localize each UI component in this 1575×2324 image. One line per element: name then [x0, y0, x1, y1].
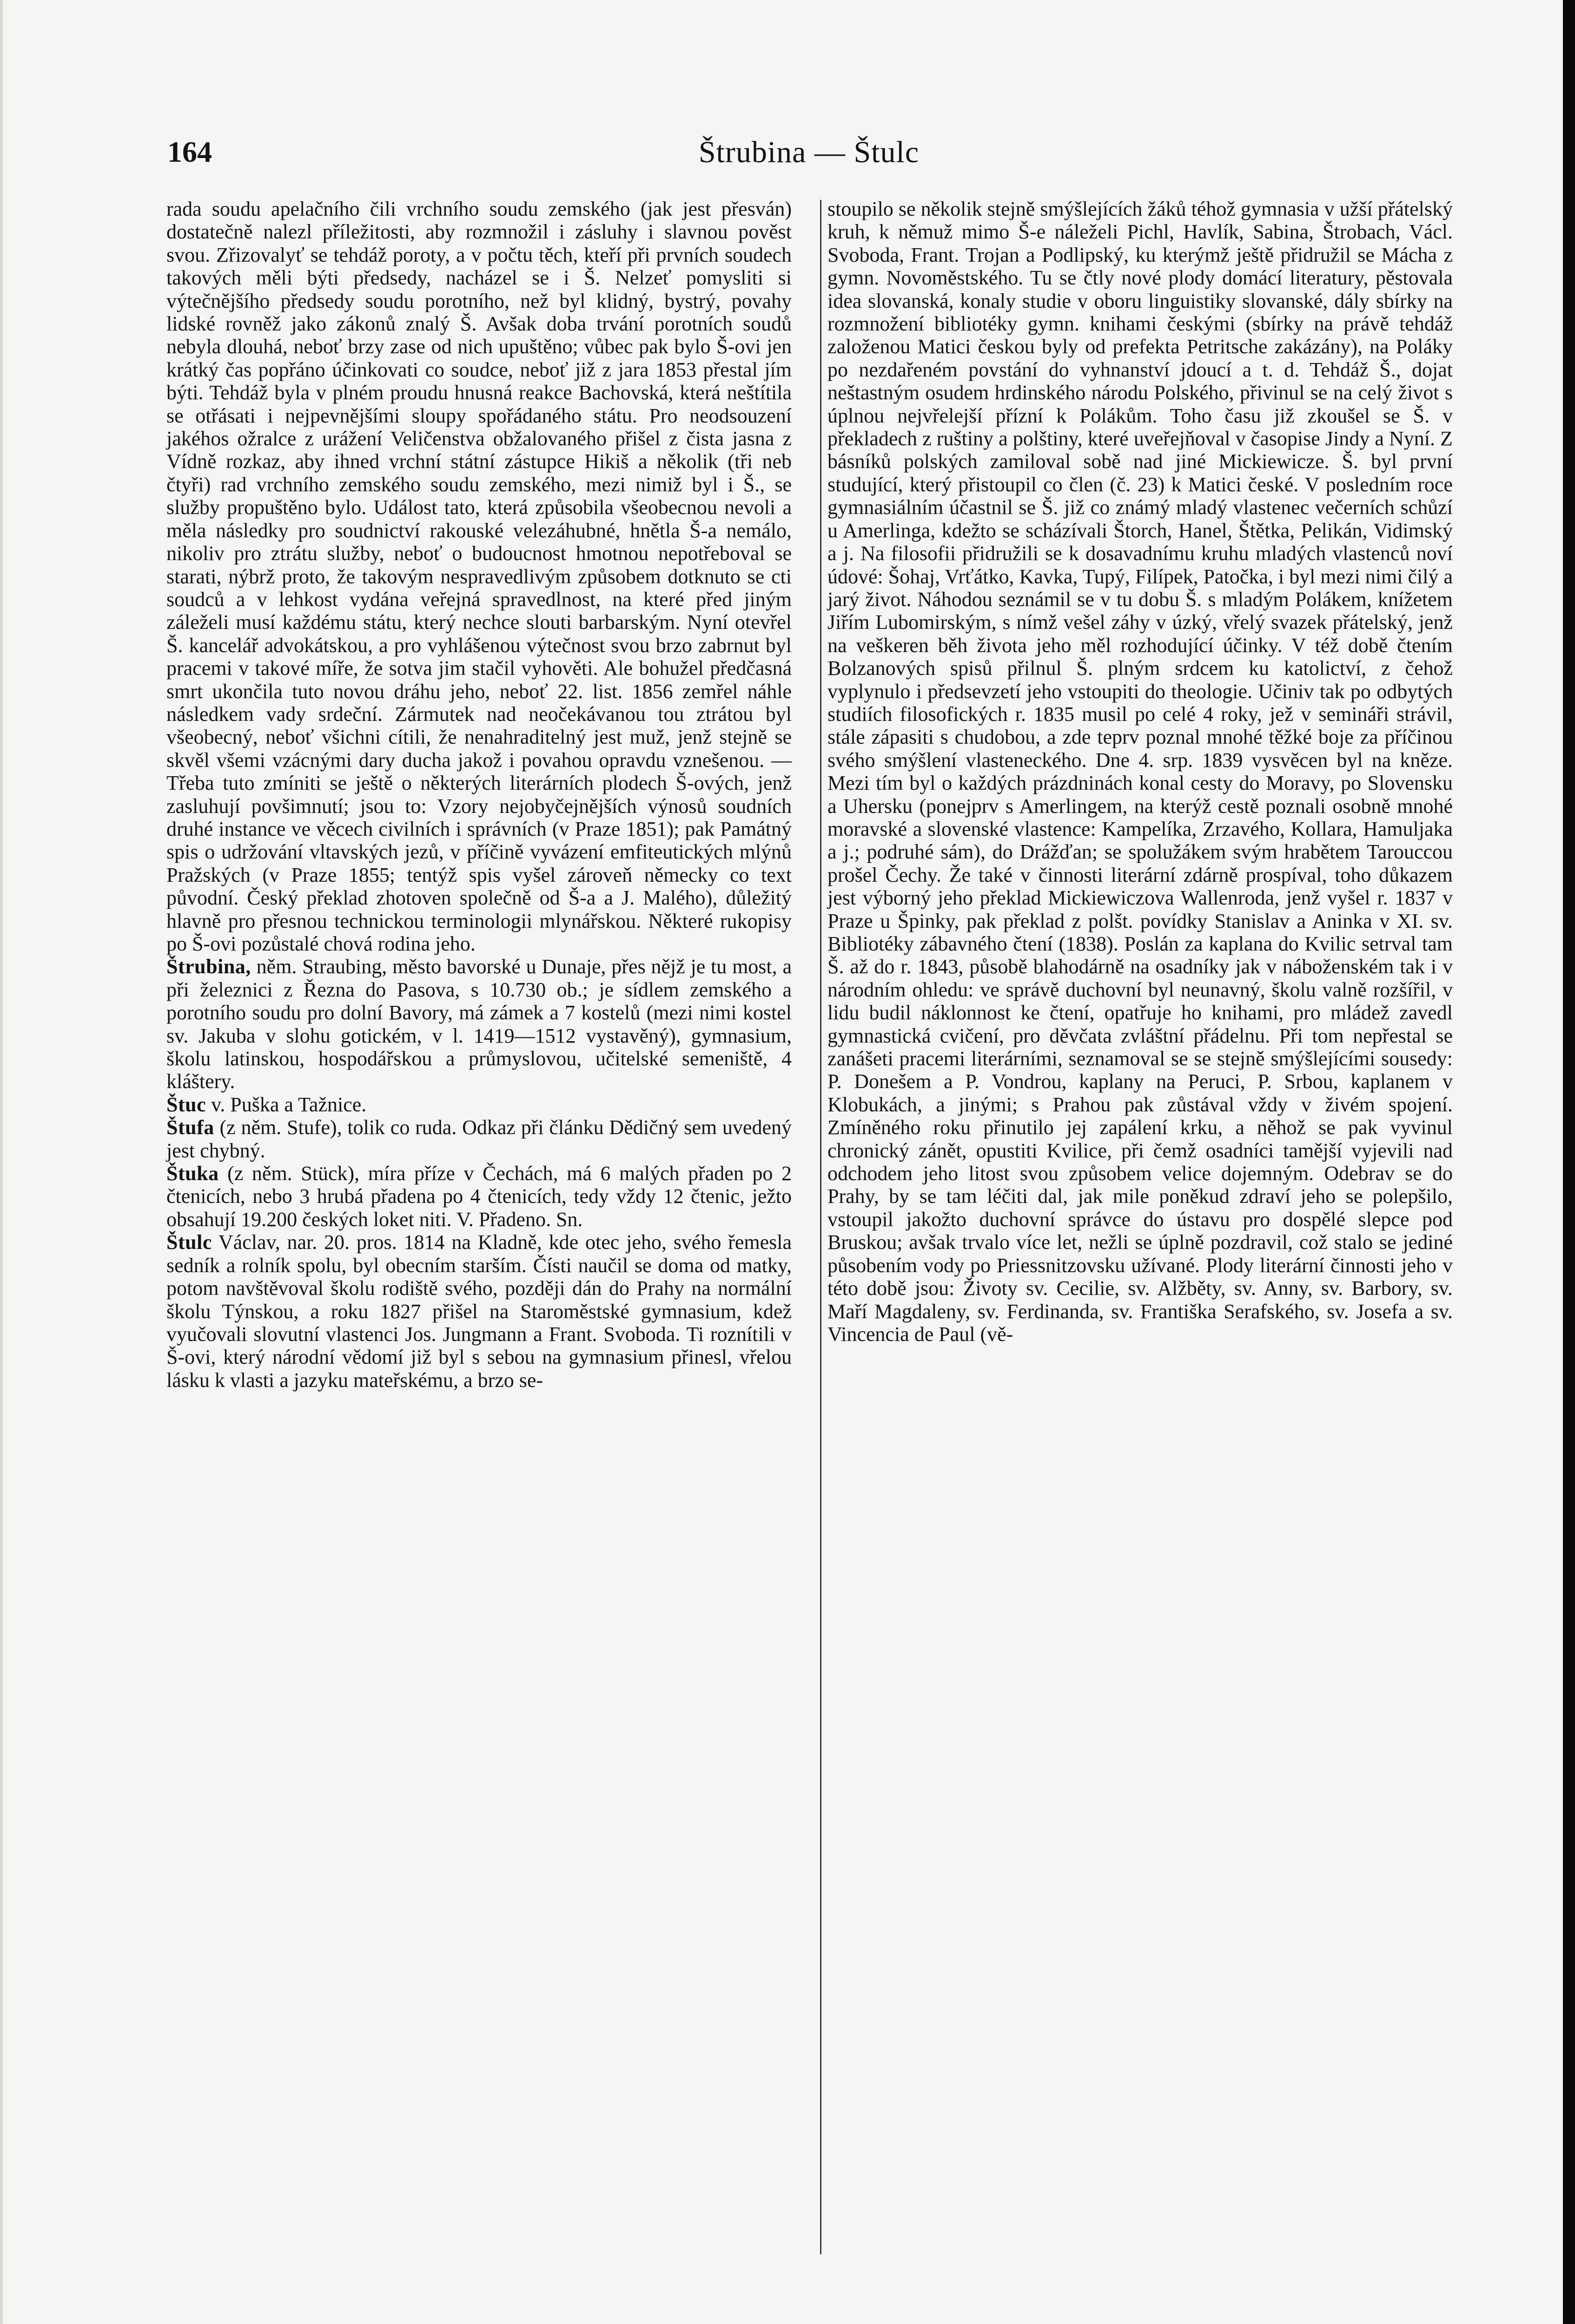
entry-headword: Štulc	[166, 1231, 212, 1254]
running-head: Štrubina — Štulc	[698, 135, 920, 169]
entry-headword: Štuka	[166, 1162, 219, 1185]
column-divider	[820, 200, 821, 2254]
page-header	[167, 135, 1450, 186]
dictionary-entry	[166, 1231, 792, 1392]
right-column	[827, 198, 1453, 1346]
entry-text: v. Puška a Tažnice.	[206, 1093, 367, 1116]
entry-text: (z něm. Stück), míra příze v Čechách, má 6 malých přaden po 2 čtenicích, nebo 3 hrubá přadena po 4 čtenicích, tedy vždy 12 čtenic, ježto obsahují 19.200 českých loket niti. V. Přadeno. Sn.	[166, 1162, 792, 1231]
dictionary-entry	[166, 1093, 792, 1116]
entry-text: Václav, nar. 20. pros. 1814 na Kladně, kde otec jeho, svého řemesla sedník a rolník spolu, byl obecním starším. Čísti naučil se doma od matky, potom navštěvoval školu rodiště svého, později dán do Prahy na normální školu Týnskou, a roku 1827 přišel na Staroměstské gymnasium, kdež vyučovali slovutní vlastenci Jos. Jungmann a Frant. Svoboda. Ti roznítili v Š-ovi, který národní vědomí již byl s sebou na gymnasium přinesl, vřelou lásku k vlasti a jazyku mateřskému, a brzo se-	[166, 1231, 792, 1392]
page-number: 164	[167, 135, 212, 168]
entry-text: (z něm. Stufe), tolik co ruda. Odkaz při článku Dědičný sem uvedený jest chybný.	[166, 1116, 792, 1162]
dictionary-entry	[166, 1162, 792, 1231]
entry-headword: Štufa	[166, 1116, 214, 1139]
left-column	[166, 198, 792, 1392]
scan-left-edge	[0, 0, 3, 2324]
entry-text: něm. Straubing, město bavorské u Dunaje, přes nějž je tu most, a při železnici z Řezna do Pasova, s 10.730 ob.; je sídlem zemského a porotního soudu pro dolní Bavory, má zámek a 7 kostelů (mezi nimi kostel sv. Jakuba v slohu gotickém, v l. 1419—1512 vystavěný), gymnasium, školu latinskou, hospodářskou a průmyslovou, učitelské semeniště, 4 kláštery.	[166, 955, 792, 1093]
dictionary-entry	[166, 1116, 792, 1162]
continued-text: stoupilo se několik stejně smýšlejících žáků téhož gymnasia v užší přátelský kruh, k němuž mimo Š-e náleželi Pichl, Havlík, Sabina, Štrobach, Václ. Svoboda, Frant. Trojan a Podlipský, ku kterýmž ještě přidružil se Mácha z gymn. Novoměstského. Tu se čtly nové plody domácí literatury, pěstovala idea slovanská, konaly studie v oboru linguistiky slovanské, dály sbírky na rozmnožení bibliotéky gymn. knihami českými (sbírky na právě tehdáž založenou Matici českou byly od prefekta Petritsche zakázány), na Poláky po nezdařeném povstání do vyhnanství jdoucí a t. d. Tehdáž Š., dojat neštastným osudem hrdinského národu Polského, přivinul se na celý život s úplnou nejvřelejší přízní k Polákům. Toho času již zkoušel se Š. v překladech z ruštiny a polštiny, které uveřejňoval v časopise Jindy a Nyní. Z básníků polských zamiloval sobě nad jiné Mickiewicze. Š. byl první studující, který přistoupil co člen (č. 23) k Matici české. V posledním roce gymnasiálním účastnil se Š. již co známý mladý vlastenec večerních schůzí u Amerlinga, kdežto se scházívali Štorch, Hanel, Štětka, Pelikán, Vidimský a j. Na filosofii přidružili se k dosavadnímu kruhu mladých vlastenců noví údové: Šohaj, Vrťátko, Kavka, Tupý, Filípek, Patočka, i byl mezi nimi čilý a jarý život. Náhodou seznámil se v tu dobu Š. s mladým Polákem, knížetem Jiřím Lubomirským, s nímž vešel záhy v úzký, vřelý svazek přátelský, jenž na veškeren běh života jeho měl rozhodující účinky. V též době čtením Bolzanových spisů přilnul Š. plným srdcem ku katolictví, z čehož vyplynulo i předsevzetí jeho vstoupiti do theologie. Učiniv tak po odbytých studiích filosofických r. 1835 musil po celé 4 roky, jež v semináři strávil, stále zápasiti s chudobou, a zde teprv poznal mnohé těžké boje za příčinou svého smýšlení vlasteneckého. Dne 4. srp. 1839 vysvěcen byl na kněze. Mezi tím byl o každých prázdninách konal cesty do Moravy, po Slovensku a Uhersku (ponejprv s Amerlingem, na kterýž cestě poznali osobně mnohé moravské a slovenské vlastence: Kampelíka, Zrzavého, Kollara, Hamuljaka a j.; podruhé sám), do Drážďan; se spolužákem svým hrabětem Tarouccou prošel Čechy. Že také v činnosti literární zdárně prospíval, toho důkazem jest výborný jeho překlad Mickiewiczova Wallenroda, jenž vyšel r. 1837 v Praze u Špinky, pak překlad z polšt. povídky Stanislav a Aninka v XI. sv. Bibliotéky zábavného čtení (1838). Poslán za kaplana do Kvilic setrval tam Š. až do r. 1843, působě blahodárně na osadníky jak v náboženském tak i v národním ohledu: ve správě duchovní byl neunavný, školu valně rozšířil, v lidu budil náklonnost ke čtení, opatřuje ho knihami, pro mládež zavedl gymnastická cvičení, pro děvčata zvláštní přádelnu. Při tom nepřestal se zanášeti pracemi literárními, seznamoval se se stejně smýšlejícími sousedy: P. Donešem a P. Vondrou, kaplany na Peruci, P. Srbou, kaplanem v Klobukách, a jinými; s Prahou pak zůstával vždy v živém spojení. Zmíněného roku přinutilo jej zapálení krku, a něhož se pak vyvinul chronický zánět, opustiti Kvilice, při čemž osadníci tamější vyjevili nad odchodem jeho litost svou způsobem velice dojemným. Odebrav se do Prahy, by se tam léčiti dal, jak mile poněkud zdraví jeho se polepšilo, vstoupil jakožto duchovní správce do ústavu pro dospělé slepce pod Bruskou; avšak trvalo více let, nežli se úplně pozdravil, což stalo se jediné působením vody po Priessnitzovsku užívané. Plody literární činnosti jeho v této době jsou: Životy sv. Cecilie, sv. Alžběty, sv. Anny, sv. Barbory, sv. Maří Magdaleny, sv. Ferdinanda, sv. Františka Serafského, sv. Josefa a sv. Vincencia de Paul (vě-	[827, 198, 1453, 1346]
entry-headword: Štrubina,	[166, 955, 251, 978]
scan-right-edge	[1563, 0, 1575, 2324]
entry-headword: Štuc	[166, 1093, 206, 1116]
dictionary-entry	[166, 955, 792, 1093]
continued-text: rada soudu apelačního čili vrchního soudu zemského (jak jest přesván) dostatečně nalezl příležitosti, aby rozmnožil i zásluhy i slavnou pověst svou. Zřizovalyť se tehdáž poroty, a v počtu těch, kteří při prvních soudech takových měli býti předsedy, nacházel se i Š. Nelzeť pomysliti si výtečnějšího předsedy soudu porotního, než byl klidný, bystrý, povahy lidské rovněž jako zákonů znalý Š. Avšak doba trvání porotních soudů nebyla dlouhá, neboť brzy zase od nich upuštěno; vůbec pak bylo Š-ovi jen krátký čas popřáno účinkovati co soudce, neboť již z jara 1853 přestal jím býti. Tehdáž byla v plném proudu hnusná reakce Bachovská, která neštítila se otřásati i nejpevnějšími sloupy spořádaného státu. Pro neodsouzení jakéhos ožralce z urážení Veličenstva obžalovaného přišel z čista jasna z Vídně rozkaz, aby ihned vrchní státní zástupce Hikiš a několik (tři neb čtyři) rad vrchního zemského soudu zemského, mezi nimiž byl i Š., se služby propuštěno bylo. Událost tato, která způsobila všeobecnou nevoli a měla následky pro soudnictví rakouské velezáhubné, hnětla Š-a nemálo, nikoliv pro ztrátu služby, neboť o budoucnost hmotnou nepotřeboval se starati, nýbrž proto, že takovým nespravedlivým způsobem dotknuto se cti soudců a v lehkost vydána veřejná spravedlnost, na které před jiným záleželi musí každému státu, který nechce slouti barbarským. Nyní otevřel Š. kancelář advokátskou, a pro vyhlášenou výtečnost svou brzo zabrnut byl pracemi v takové míře, že sotva jim stačil vyhověti. Ale bohužel předčasná smrt ukončila tuto novou dráhu jeho, neboť 22. list. 1856 zemřel náhle následkem vady srdeční. Zármutek nad neočekávanou tou ztrátou byl všeobecný, neboť všichni cítili, že nenahraditelný jest muž, jenž stejně se skvěl všemi vzácnými dary ducha jakož i povahou opravdu vznešenou. — Třeba tuto zmíniti se ještě o některých literárních plodech Š-ových, jenž zasluhují povšimnutí; jsou to: Vzory nejobyčejnějších výnosů soudních druhé instance ve věcech civilních i správních (v Praze 1851); pak Památný spis o udržování vltavských jezů, v příčině vyvázení emfiteutických mlýnů Pražských (v Praze 1855; tentýž spis vyšel zároveň německy co text původní. Český překlad zhotoven společně od Š-a a J. Malého), důležitý hlavně pro přesnou technickou terminologii mlynářskou. Některé rukopisy po Š-ovi pozůstalé chová rodina jeho.	[166, 198, 792, 955]
